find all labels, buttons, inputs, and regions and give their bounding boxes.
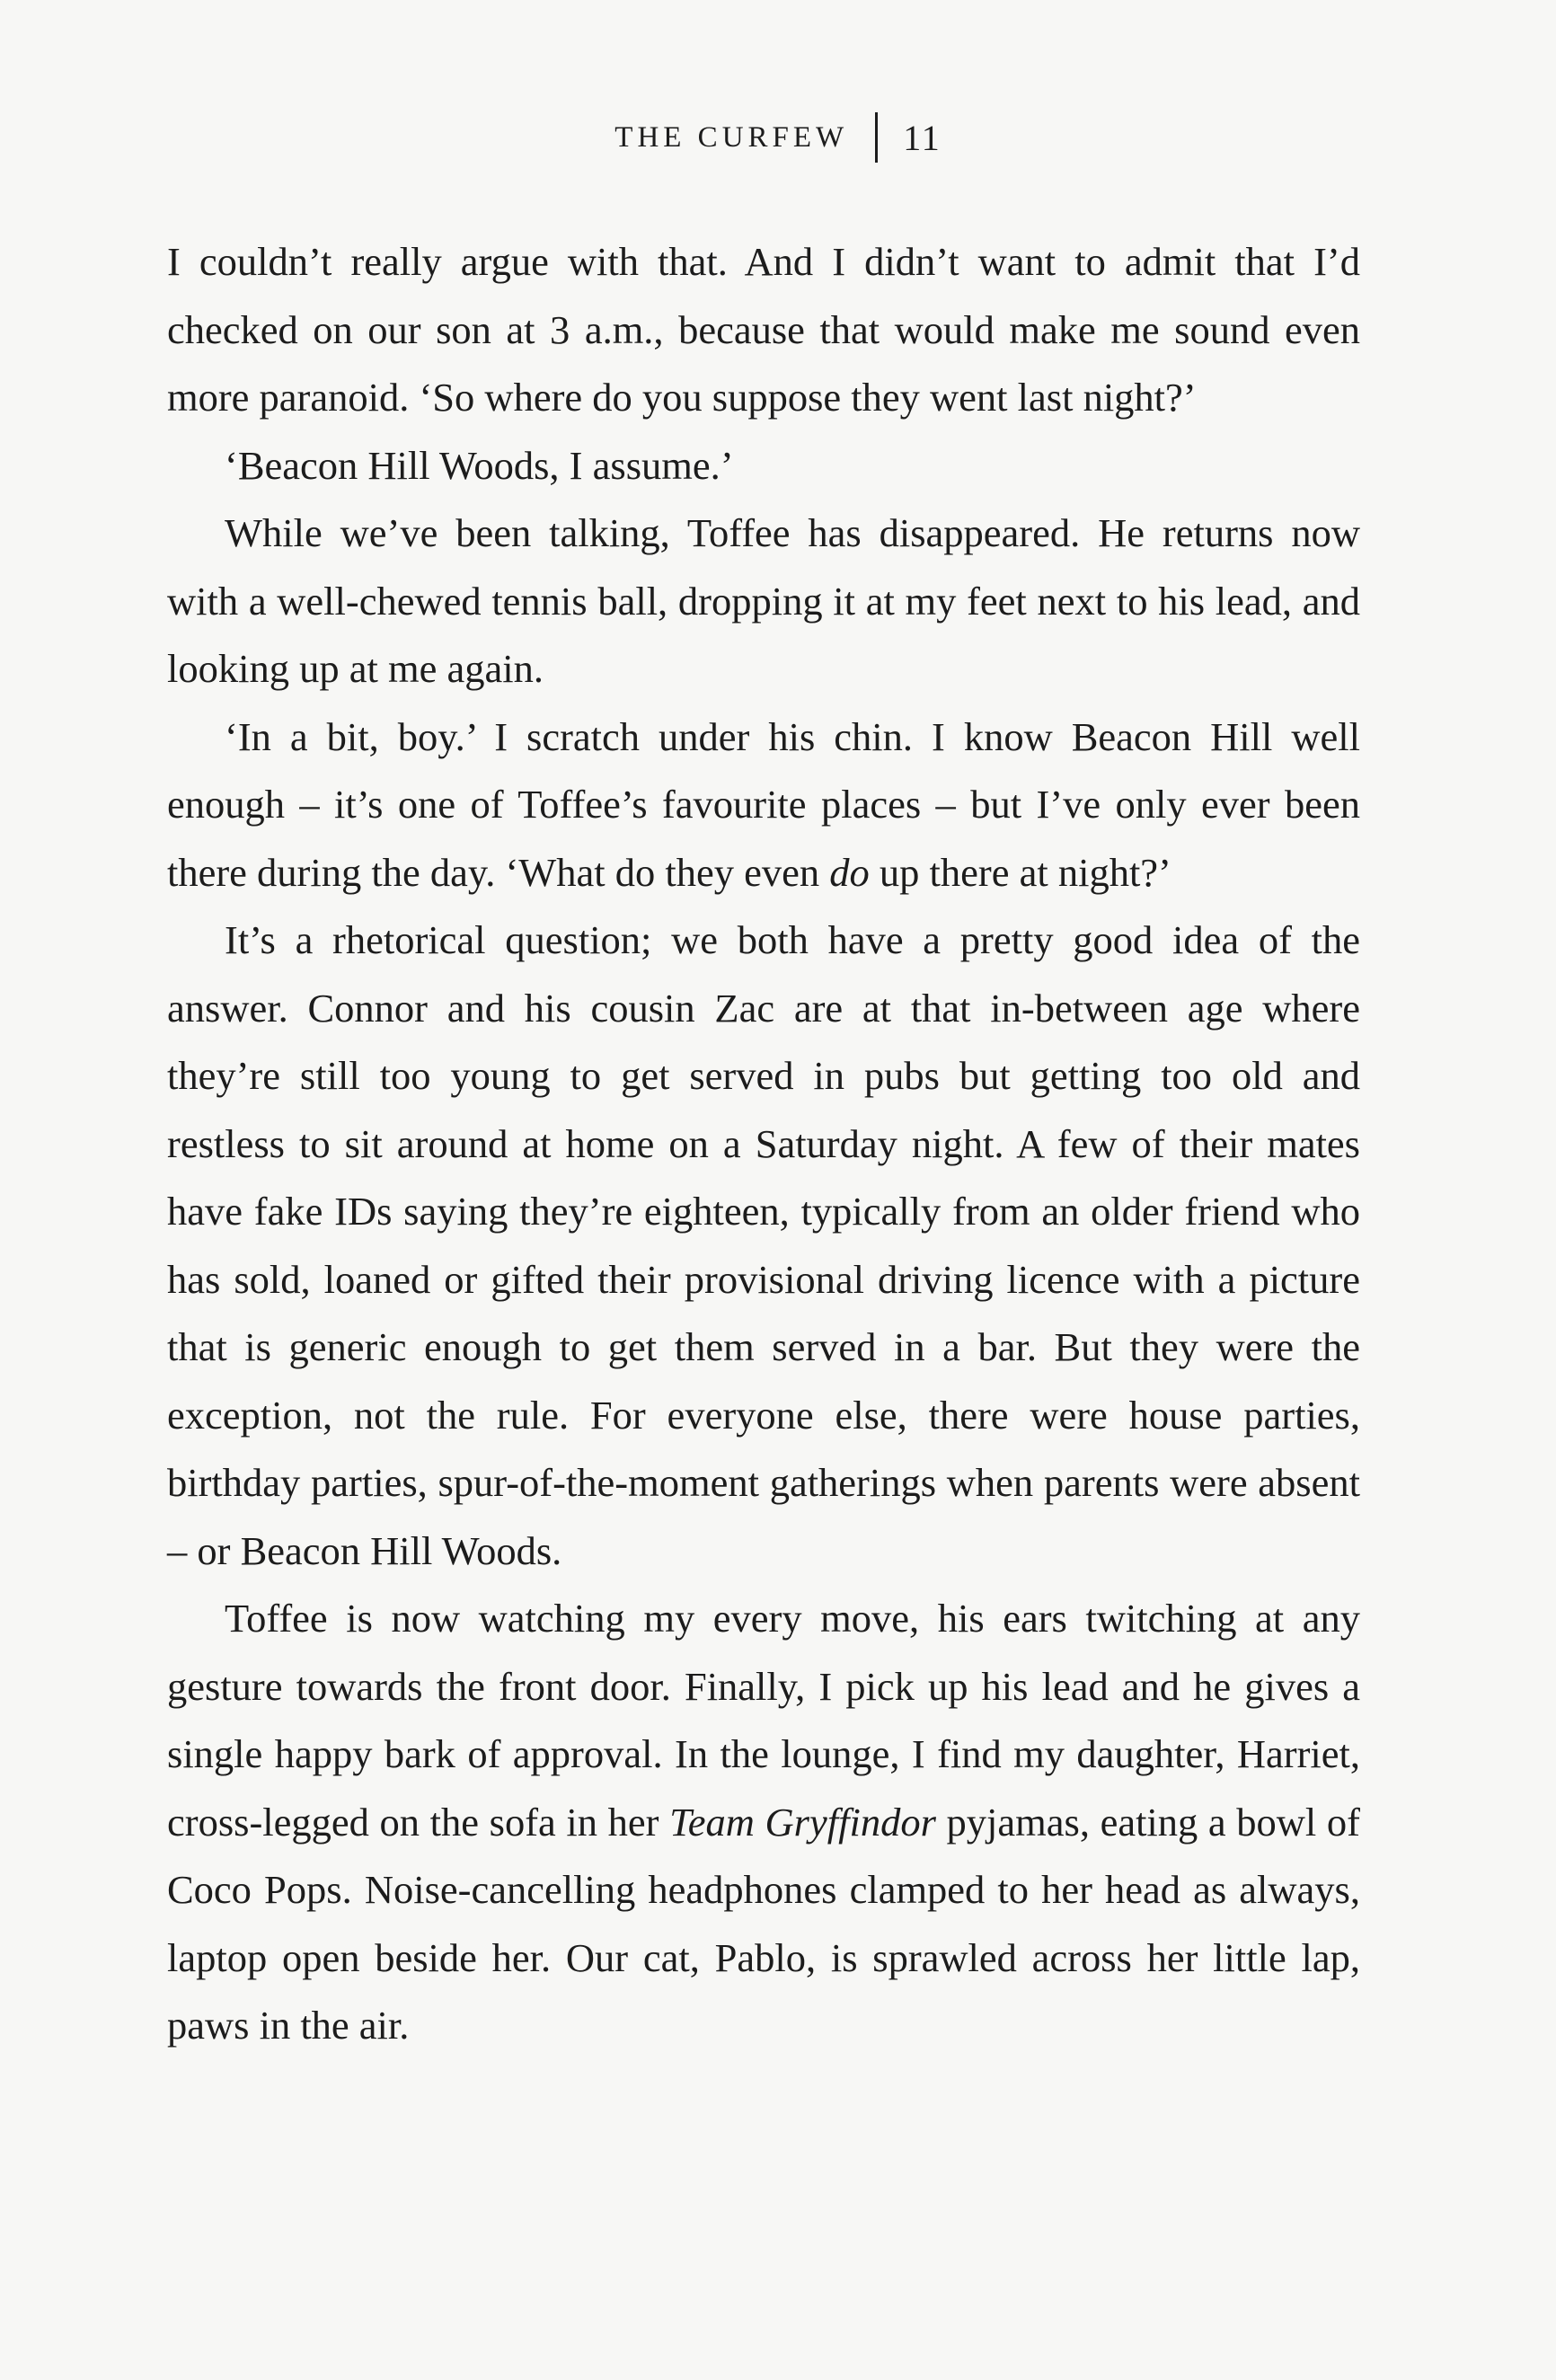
paragraph	[167, 500, 1360, 703]
page-number: 11	[903, 117, 942, 158]
paragraph	[167, 228, 1360, 432]
book-title: THE CURFEW	[614, 120, 849, 154]
text-run: I couldn’t really argue with that. And I didn’t want to admit that I’d checked on our son at 3 a.m., because that would make me sound even more paranoid. ‘So where do you suppose they went last night?’	[167, 239, 1360, 420]
text-run: pyjamas, eating a bowl of Coco Pops. Noise-cancelling headphones clamped to her head as always, laptop open beside her. Our cat, Pablo, is sprawled across her little lap, paws in the air.	[167, 1799, 1360, 2048]
running-head	[0, 106, 1556, 169]
text-run: While we’ve been talking, Toffee has disappeared. He returns now with a well-chewed tennis ball, dropping it at my feet next to his lead, and looking up at me again.	[167, 510, 1360, 691]
text-run: Toffee is now watching my every move, his ears twitching at any gesture towards the front door. Finally, I pick up his lead and he gives a single happy bark of approval. In the lounge, I find my daughter, Harriet, cross-legged on the sofa in her	[167, 1596, 1360, 1845]
text-run: It’s a rhetorical question; we both have a pretty good idea of the answer. Connor and his cousin Zac are at that in-between age where they’re still too young to get served in pubs but getting too old and restless to sit around at home on a Saturday night. A few of their mates have fake IDs saying they’re eighteen, typically from an older friend who has sold, loaned or gifted their provisional driving licence with a picture that is generic enough to get them served in a bar. But they were the exception, not the rule. For everyone else, there were house parties, birthday parties, spur-of-the-moment gatherings when parents were absent – or Beacon Hill Woods.	[167, 917, 1360, 1573]
paragraph	[167, 703, 1360, 907]
text-run: ‘In a bit, boy.’ I scratch under his chin. I know Beacon Hill well enough – it’s one of Toffee’s favourite places – but I’ve only ever been there during the day. ‘What do they even	[167, 713, 1360, 895]
text-run: ‘Beacon Hill Woods, I assume.’	[225, 442, 734, 488]
paragraph	[167, 907, 1360, 1585]
paragraph	[167, 432, 1360, 500]
text-run: up there at night?’	[869, 849, 1171, 895]
header-divider	[875, 112, 878, 163]
body-text	[167, 228, 1360, 2060]
italic-text: do	[829, 849, 870, 895]
italic-text: Team Gryffindor	[669, 1799, 936, 1845]
paragraph	[167, 1585, 1360, 2060]
